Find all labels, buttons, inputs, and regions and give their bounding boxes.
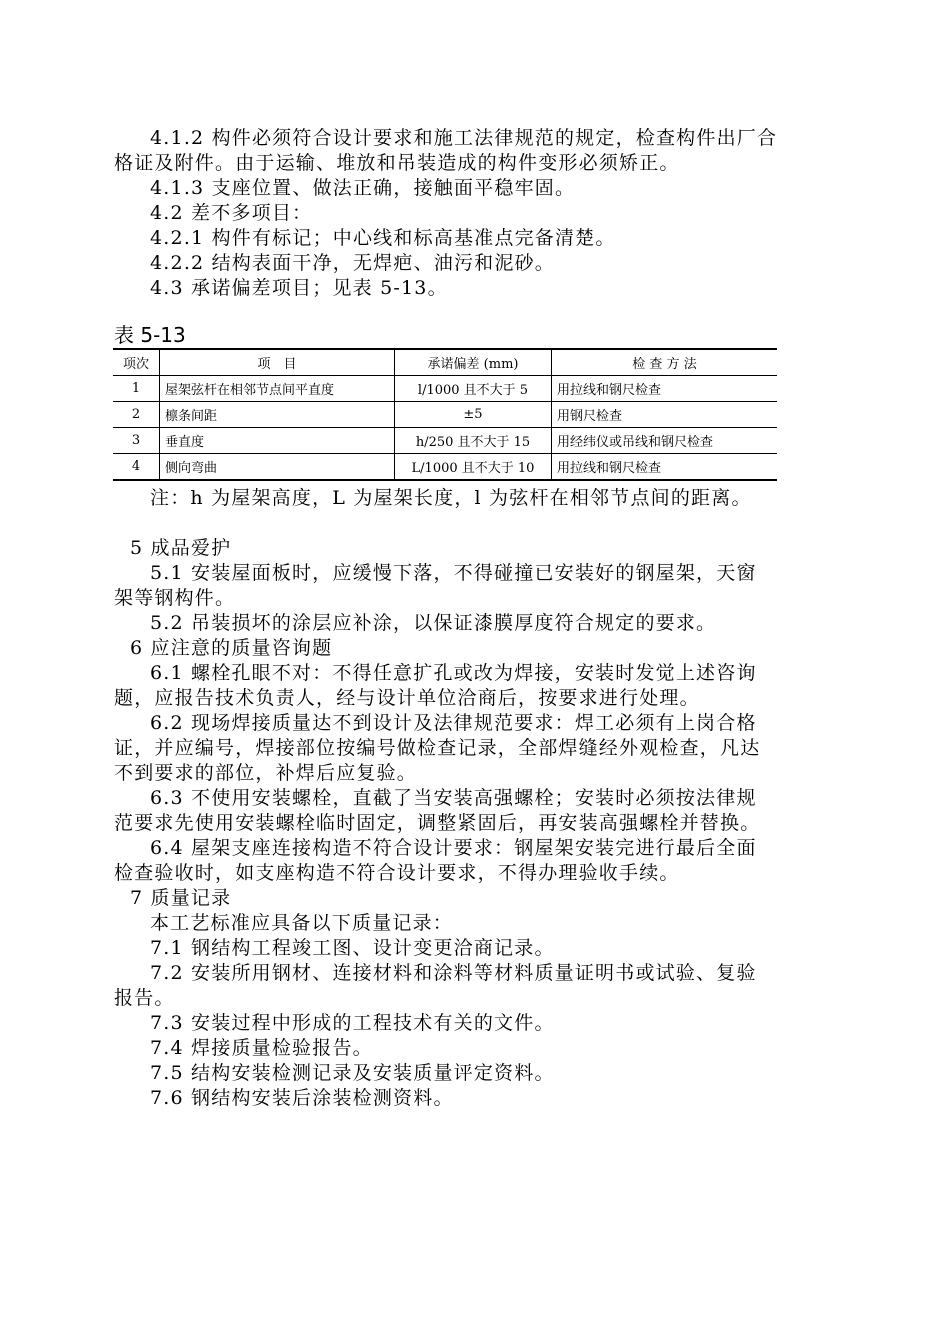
para-5-1-line1: 5.1 安装屋面板时，应缓慢下落，不得碰撞已安装好的钢屋架，天窗 [150,562,757,584]
para-4-2-2: 4.2.2 结构表面干净，无焊疤、油污和泥砂。 [150,252,555,274]
para-7-2-line1: 7.2 安装所用钢材、连接材料和涂料等材料质量证明书或试验、复验 [150,962,757,984]
cell-method: 用钢尺检查 [552,402,778,428]
cell-method: 用经纬仪或吊线和钢尺检查 [552,428,778,454]
para-6-2-line3: 不到要求的部位，补焊后应复验。 [114,762,418,784]
para-6-2-line2: 证，并应编号，焊接部位按编号做检查记录，全部焊缝经外观检查，凡达 [114,737,761,759]
table-row [113,376,777,402]
table-caption: 表 5-13 [114,323,186,347]
cell-tolerance: h/250 且不大于 15 [395,428,552,454]
cell-no: 2 [113,402,160,428]
header-method: 检 查 方 法 [552,349,778,376]
tolerance-table [113,348,777,481]
para-6-3-line2: 范要求先使用安装螺栓临时固定，调整紧固后，再安装高强螺栓并替换。 [114,812,761,834]
cell-tolerance: ±5 [395,402,552,428]
para-4-3: 4.3 承诺偏差项目；见表 5-13。 [150,277,448,299]
para-4-2-1: 4.2.1 构件有标记；中心线和标高基准点完备清楚。 [150,227,616,249]
cell-item: 屋架弦杆在相邻节点间平直度 [160,376,395,402]
para-4-1-3: 4.1.3 支座位置、做法正确，接触面平稳牢固。 [150,177,576,199]
para-7-1: 7.1 钢结构工程竣工图、设计变更洽商记录。 [150,937,555,959]
table-note: 注：h 为屋架高度，L 为屋架长度，l 为弦杆在相邻节点间的距离。 [150,487,752,509]
header-item: 项 目 [160,349,395,376]
para-7-5: 7.5 结构安装检测记录及安装质量评定资料。 [150,1062,555,1084]
table-row [113,428,777,454]
section-5-heading: 5 成品爱护 [130,537,232,559]
cell-no: 4 [113,454,160,481]
cell-method: 用拉线和钢尺检查 [552,454,778,481]
cell-tolerance: L/1000 且不大于 10 [395,454,552,481]
para-6-4-line1: 6.4 屋架支座连接构造不符合设计要求：钢屋架安装完进行最后全面 [150,837,757,859]
para-7-intro: 本工艺标准应具备以下质量记录： [150,912,454,934]
header-no: 项次 [113,349,160,376]
para-5-2: 5.2 吊装损坏的涂层应补涂，以保证漆膜厚度符合规定的要求。 [150,612,717,634]
para-6-1-line2: 题，应报告技术负责人，经与设计单位洽商后，按要求进行处理。 [114,687,700,709]
para-6-1-line1: 6.1 螺栓孔眼不对：不得任意扩孔或改为焊接，安装时发觉上述咨询 [150,662,757,684]
cell-no: 1 [113,376,160,402]
table-row [113,402,777,428]
cell-method: 用拉线和钢尺检查 [552,376,778,402]
para-4-1-2-line2: 格证及附件。由于运输、堆放和吊装造成的构件变形必须矫正。 [114,152,680,174]
table-header-row [113,349,777,376]
cell-item: 侧向弯曲 [160,454,395,481]
section-6-heading: 6 应注意的质量咨询题 [130,637,333,659]
para-6-4-line2: 检查验收时，如支座构造不符合设计要求，不得办理验收手续。 [114,862,680,884]
para-6-2-line1: 6.2 现场焊接质量达不到设计及法律规范要求：焊工必须有上岗合格 [150,712,757,734]
para-5-1-line2: 架等钢构件。 [114,587,236,609]
para-7-6: 7.6 钢结构安装后涂装检测资料。 [150,1087,454,1109]
cell-no: 3 [113,428,160,454]
table-row [113,454,777,481]
para-4-1-2-line1: 4.1.2 构件必须符合设计要求和施工法律规范的规定，检查构件出厂合 [150,127,778,149]
para-7-2-line2: 报告。 [114,987,175,1009]
cell-item: 檩条间距 [160,402,395,428]
para-7-3: 7.3 安装过程中形成的工程技术有关的文件。 [150,1012,555,1034]
header-tolerance: 承诺偏差 (mm) [395,349,552,376]
cell-tolerance: l/1000 且不大于 5 [395,376,552,402]
heading-4-2: 4.2 差不多项目： [150,202,313,224]
section-7-heading: 7 质量记录 [130,887,232,909]
para-7-4: 7.4 焊接质量检验报告。 [150,1037,373,1059]
cell-item: 垂直度 [160,428,395,454]
para-6-3-line1: 6.3 不使用安装螺栓，直截了当安装高强螺栓；安装时必须按法律规 [150,787,757,809]
